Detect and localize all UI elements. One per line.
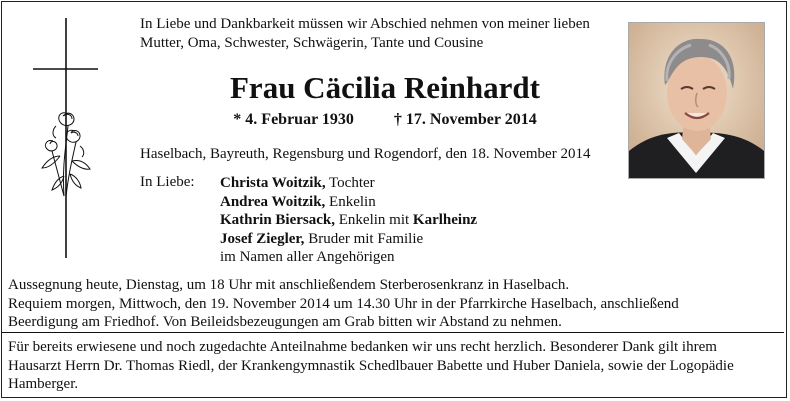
portrait-illustration [629, 23, 764, 178]
death-date: † 17. November 2014 [393, 111, 537, 128]
mourner-entry [220, 193, 477, 212]
mourner-relation: Tochter [325, 175, 375, 191]
mourner-entry [220, 248, 477, 267]
birth-date: * 4. Februar 1930 [233, 111, 354, 128]
thanks-line: Für bereits erwiesene und noch zugedachte Anteilnahme bedanken wir uns recht herzlich. Besonderer Dank gilt ihrem [8, 339, 717, 355]
mourner-relation: Enkelin [325, 193, 376, 210]
mourner-name: Josef Ziegler, [220, 230, 305, 247]
service-line: Requiem morgen, Mittwoch, den 19. November 2014 um 14.30 Uhr in der Pfarrkirche Haselbach, anschließend [8, 295, 679, 312]
mourner-relation: Enkelin mit [335, 212, 413, 228]
mourners-list [220, 174, 477, 267]
intro-text [140, 15, 610, 53]
service-line: Aussegnung heute, Dienstag, um 18 Uhr mit anschließendem Sterberosenkranz in Haselbach. [8, 277, 570, 293]
mourner-relation: im Namen aller Angehörigen [220, 249, 395, 265]
cross-with-roses-icon [20, 16, 100, 261]
portrait-photo [628, 22, 765, 179]
mourner-entry [220, 230, 477, 249]
intro-line: Mutter, Oma, Schwester, Schwägerin, Tante und Cousine [140, 35, 484, 51]
places-and-date: Haselbach, Bayreuth, Regensburg und Rogendorf, den 18. November 2014 [140, 146, 591, 162]
intro-line: In Liebe und Dankbarkeit müssen wir Abschied nehmen von meiner lieben [140, 16, 590, 32]
service-announcement [8, 276, 679, 332]
section-divider [2, 332, 784, 333]
thanks-text [8, 338, 778, 394]
service-line: Beerdigung am Friedhof. Von Beileidsbezeugungen am Grab bitten wir Abstand zu nehmen. [8, 314, 562, 330]
mourner-entry [220, 174, 477, 193]
mourner-name: Christa Woitzik, [220, 175, 326, 191]
mourner-entry [220, 211, 477, 230]
life-dates [140, 111, 630, 129]
deceased-name: Frau Cäcilia Reinhardt [230, 70, 540, 105]
mourner-partner-name: Karlheinz [412, 212, 478, 228]
mourner-relation: Bruder mit Familie [304, 230, 424, 247]
thanks-line: Hausarzt Herrn Dr. Thomas Riedl, der Krankengymnastik Schedlbauer Babette und Huber Daniela, sowie der Logopädie [8, 357, 734, 374]
mourner-name: Kathrin Biersack, [220, 212, 335, 228]
mourners-label: In Liebe: [140, 174, 195, 190]
thanks-line: Hamberger. [8, 376, 79, 392]
mourner-name: Andrea Woitzik, [220, 193, 326, 210]
